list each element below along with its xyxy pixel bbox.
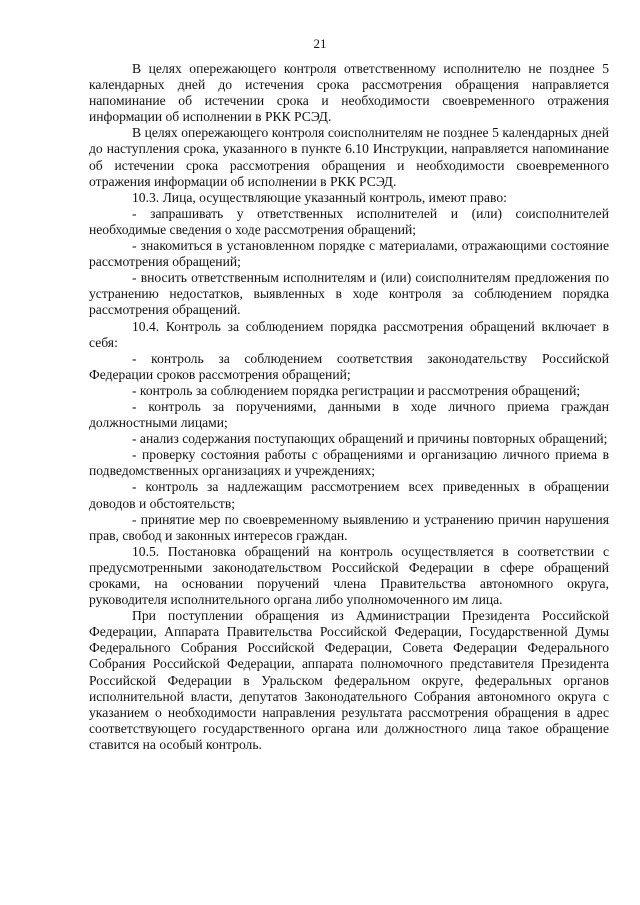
paragraph-advance-control-executor: В целях опережающего контроля ответственному исполнителю не позднее 5 календарных дней до истечения срока рассмотрения обращения направляется напоминание об истечении срока и необходимости своевременного отражения информации об исполнении в РКК РСЭД. <box>89 61 609 125</box>
list-item-request-info: - запрашивать у ответственных исполнителей и (или) соисполнителей необходимые сведения о ходе рассмотрения обращений; <box>89 205 609 237</box>
paragraph-advance-control-coexecutors: В целях опережающего контроля соисполнителям не позднее 5 календарных дней до наступления срока, указанного в пункте 6.10 Инструкции, направляется напоминание об истечении срока рассмотрения обращения и необходимости своевременного отражения информации об исполнении в РКК РСЭД. <box>89 125 609 189</box>
list-item-control-instructions: - контроль за поручениями, данными в ходе личного приема граждан должностными лицами; <box>89 398 609 431</box>
paragraph-10-5: 10.5. Постановка обращений на контроль осуществляется в соответствии с предусмотренными законодательством Российской Федерации в сфере обращений сроками, на основании поручений члена Правительства автономного округа, руководителя исполнительного органа либо уполномоченного им лица. <box>89 543 609 608</box>
list-item-control-arguments: - контроль за надлежащим рассмотрением всех приведенных в обращении доводов и обстоятельств; <box>89 479 609 511</box>
list-item-content-analysis: - анализ содержания поступающих обращений и причины повторных обращений; <box>132 431 608 447</box>
paragraph-special-control: При поступлении обращения из Администрации Президента Российской Федерации, Аппарата Правительства Российской Федерации, Государственной Думы Федерального Собрания Российской Федерации, Совета Федерации Федерального Собрания Российской Федерации, аппарата полномочного представителя Президента Российской Федерации в Уральском федеральном округе, федеральных органов исполнительной власти, депутатов Законодательного Собрания автономного округа с указанием о необходимости направления результата рассмотрения обращения в адрес соответствующего государственного органа или должностного лица такое обращение ставится на особый контроль. <box>89 608 609 752</box>
list-item-inspection: - проверку состояния работы с обращениями и организацию личного приема в подведомственных организациях и учреждениях; <box>89 447 609 479</box>
list-item-review-materials: - знакомиться в установленном порядке с материалами, отражающими состояние рассмотрения обращений; <box>89 238 609 270</box>
list-item-remedy-violations: - принятие мер по своевременному выявлению и устранению причин нарушения прав, свобод и законных интересов граждан. <box>89 511 609 543</box>
paragraph-10-4-heading: 10.4. Контроль за соблюдением порядка рассмотрения обращений включает в себя: <box>89 318 609 350</box>
page-number: 21 <box>313 36 327 51</box>
list-item-control-deadlines: - контроль за соблюдением соответствия законодательству Российской Федерации сроков рассмотрения обращений; <box>89 350 609 382</box>
document-body <box>89 61 609 753</box>
list-item-submit-proposals: - вносить ответственным исполнителям и (или) соисполнителям предложения по устранению недостатков, выявленных в ходе контроля за соблюдением порядка рассмотрения обращений. <box>89 270 609 318</box>
list-item-control-registration: - контроль за соблюдением порядка регистрации и рассмотрения обращений; <box>132 382 581 398</box>
paragraph-10-3-heading: 10.3. Лица, осуществляющие указанный контроль, имеют право: <box>132 189 507 205</box>
